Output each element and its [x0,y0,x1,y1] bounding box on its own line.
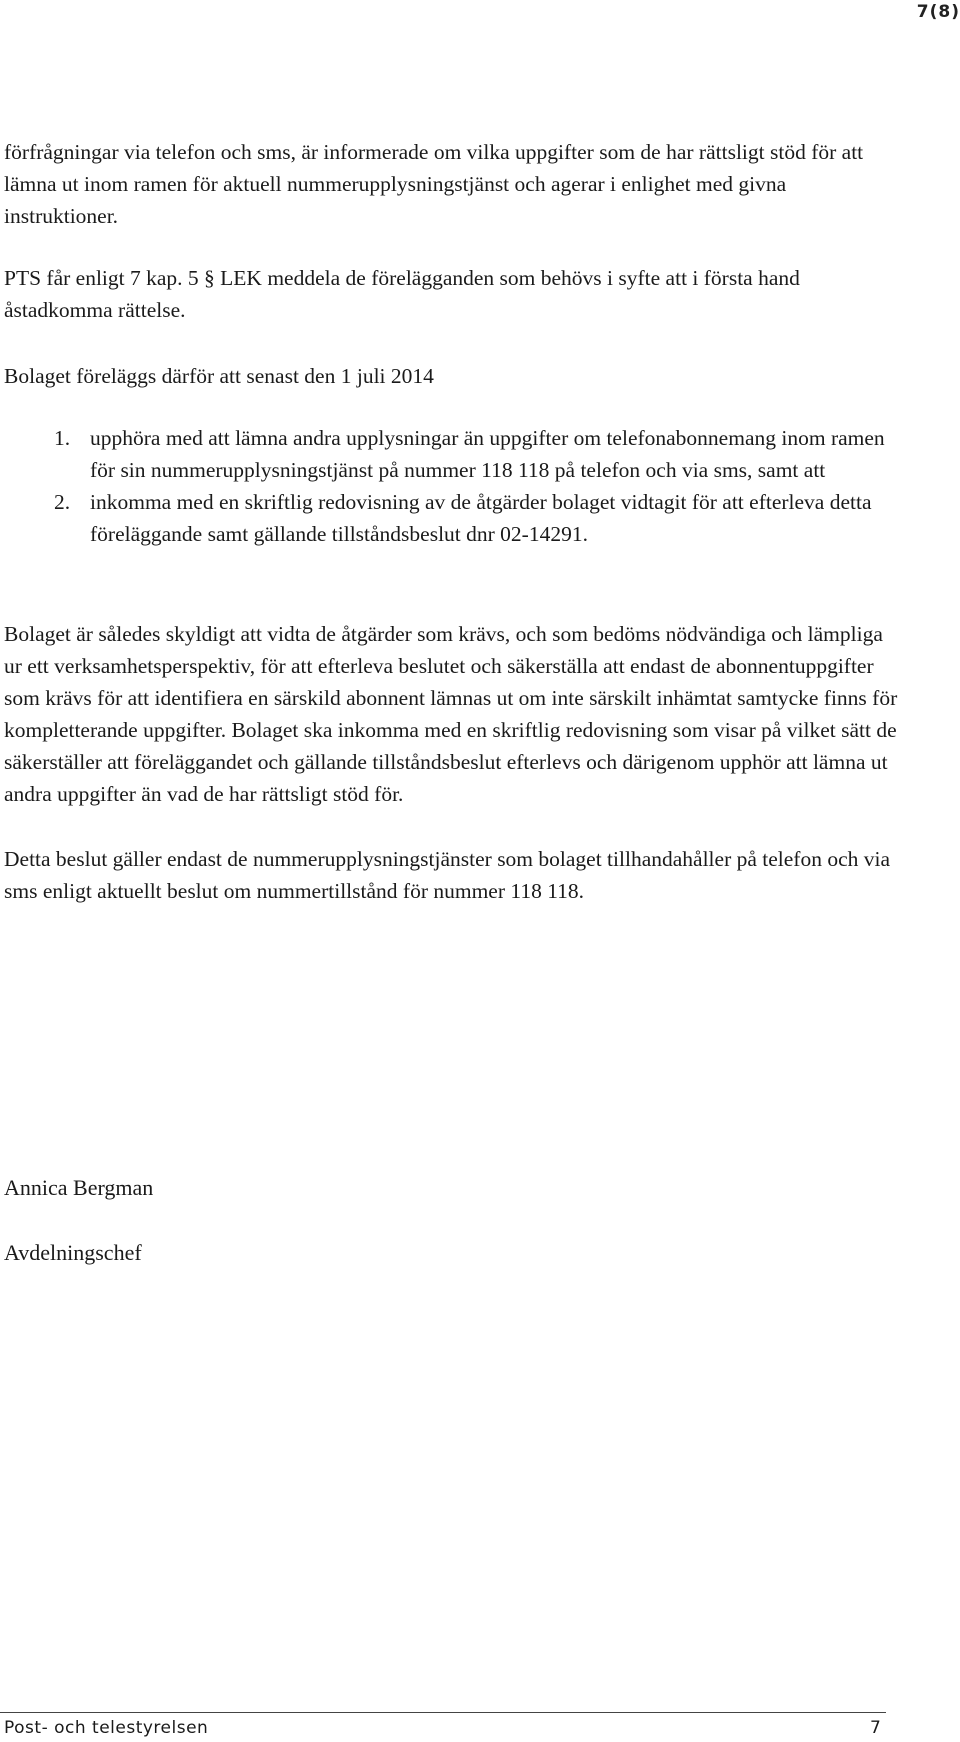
paragraph-scope: Detta beslut gäller endast de nummerupplysningstjänster som bolaget tillhandahåller på telefon och via sms enligt aktuellt beslut om nummertillstånd för nummer 118 118. [4,847,891,903]
order-item-text: inkomma med en skriftlig redovisning av de åtgärder bolaget vidtagit för att efterleva detta föreläggande samt gällande tillståndsbeslut dnr 02-14291. [90,490,872,546]
order-item-number: 2. [54,490,71,514]
page-number: 7(8) [916,2,960,22]
order-item [4,486,890,550]
order-item [4,422,890,486]
order-list [4,422,904,550]
paragraph-order-intro: Bolaget föreläggs därför att senast den 1 juli 2014 [4,364,434,388]
paragraph-legal-basis: PTS får enligt 7 kap. 5 § LEK meddela de förelägganden som behövs i syfte att i första hand åstadkomma rättelse. [4,266,800,322]
order-item-text: upphöra med att lämna andra upplysningar än uppgifter om telefonabonnemang inom ramen för sin nummerupplysningstjänst på nummer 118 118 på telefon och via sms, samt att [90,426,885,482]
paragraph-instructions: förfrågningar via telefon och sms, är informerade om vilka uppgifter som de har rättsligt stöd för att lämna ut inom ramen för aktuell nummerupplysningstjänst och agerar i enlighet med givna instruktioner. [4,140,864,228]
footer-divider [0,1712,886,1713]
signatory-title: Avdelningschef [4,1240,142,1265]
footer-page-number: 7 [870,1718,881,1738]
signatory-name: Annica Bergman [4,1175,154,1200]
paragraph-obligations: Bolaget är således skyldigt att vidta de åtgärder som krävs, och som bedöms nödvändiga och lämpliga ur ett verksamhetsperspektiv, för att efterleva beslutet och säkerställa att endast de abonnentuppgifter som krävs för att identifiera en särskild abonnent lämnas ut om inte särskilt inhämtat samtycke finns för kompletterande uppgifter. Bolaget ska inkomma med en skriftlig redovisning som visar på vilket sätt de säkerställer att föreläggandet och gällande tillståndsbeslut efterlevs och därigenom upphör att lämna ut andra uppgifter än vad de har rättsligt stöd för. [4,622,898,806]
document-body [4,136,904,907]
order-item-number: 1. [54,426,71,450]
footer-organization: Post- och telestyrelsen [4,1718,209,1738]
